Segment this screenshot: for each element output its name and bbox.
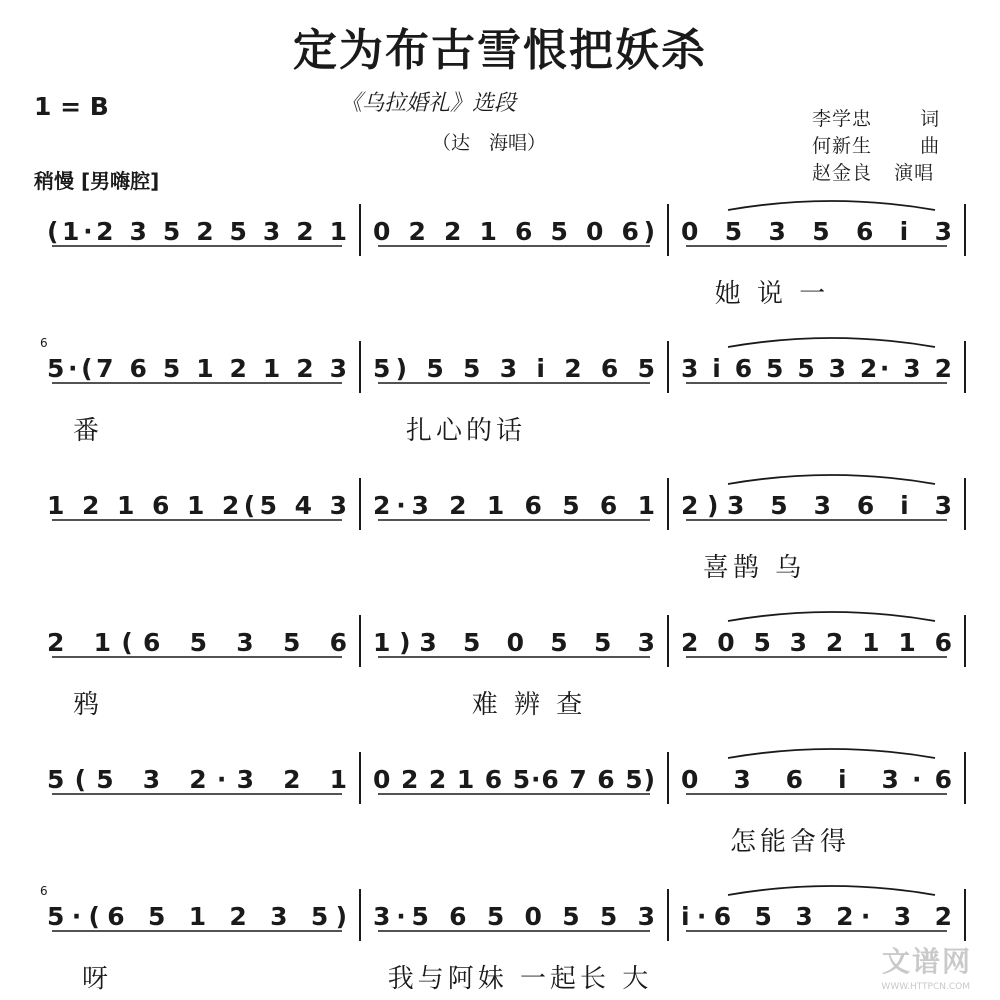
slur-arc bbox=[728, 749, 935, 758]
lyric-text: 她 说 一 bbox=[714, 279, 830, 309]
lyric-text: 呀 bbox=[81, 964, 113, 994]
watermark: 文谱网 bbox=[881, 945, 972, 978]
measure-notes: 0 3 6 i 3·6 bbox=[681, 765, 952, 794]
measure-notes: 1)3 5 0 5 5 3 bbox=[373, 628, 655, 657]
measure-notes: 3·5 6 5 0 5 5 3 bbox=[373, 902, 655, 931]
measure-notes: 5·(7 6 5 1 2 1 2 3 bbox=[47, 354, 347, 383]
lyric-text: 我与阿妹 一起长 大 bbox=[387, 964, 653, 994]
singer-note: （达 海唱） bbox=[432, 132, 547, 154]
slur-arc bbox=[728, 886, 935, 895]
credit-name: 赵金良 bbox=[812, 162, 873, 184]
measure-notes: 1 2 1 6 1 2(5 4 3 bbox=[47, 491, 347, 520]
measure-notes: 2)3 5 3 6 i 3 bbox=[681, 491, 952, 520]
grace-note-mark: 6 bbox=[40, 884, 48, 898]
measure-notes: 2·3 2 1 6 5 6 1 bbox=[373, 491, 655, 520]
page-title: 定为布古雪恨把妖杀 bbox=[293, 25, 707, 76]
slur-arc bbox=[728, 338, 935, 347]
measure-notes: 0 2 2 1 6 5·6 7 6 5) bbox=[373, 765, 655, 794]
credit-role: 演唱 bbox=[894, 162, 935, 184]
lyric-text: 鸦 bbox=[72, 690, 104, 720]
lyric-text: 喜鹊 乌 bbox=[702, 553, 806, 583]
slur-arc bbox=[728, 475, 935, 484]
measure-notes: 3 i 6 5 5 3 2· 3 2 bbox=[681, 354, 952, 383]
measure-notes: 0 5 3 5 6 i 3 bbox=[681, 217, 952, 246]
credit-role: 词 bbox=[920, 108, 941, 130]
measure-notes: 5·(6 5 1 2 3 5) bbox=[47, 902, 347, 931]
grace-note-mark: 6 bbox=[40, 336, 48, 350]
watermark-url: WWW.HTTPCN.COM bbox=[881, 982, 970, 992]
measure-notes: (1·2 3 5 2 5 3 2 1 bbox=[47, 217, 347, 246]
slur-arc bbox=[728, 201, 935, 210]
credit-name: 何新生 bbox=[812, 135, 873, 157]
measure-notes: i·6 5 3 2· 3 2 bbox=[681, 902, 952, 931]
measure-notes: 0 2 2 1 6 5 0 6) bbox=[373, 217, 655, 246]
lyric-text: 扎心的话 bbox=[405, 416, 527, 446]
credit-role: 曲 bbox=[920, 135, 941, 157]
lyric-text: 难 辨 查 bbox=[471, 690, 587, 720]
lyric-text: 番 bbox=[72, 416, 104, 446]
measure-notes: 2 1(6 5 3 5 6 bbox=[47, 628, 347, 657]
measure-notes: 2 0 5 3 2 1 1 6 bbox=[681, 628, 952, 657]
slur-arc bbox=[728, 612, 935, 621]
key-signature: 1 = B bbox=[34, 92, 109, 121]
measure-notes: 5) 5 5 3 i 2 6 5 bbox=[373, 354, 655, 383]
credit-name: 李学忠 bbox=[812, 108, 873, 130]
tempo-marking: 稍慢 [男嗨腔] bbox=[34, 169, 160, 193]
subtitle: 《乌拉婚礼》选段 bbox=[340, 91, 517, 116]
lyric-text: 怎能舍得 bbox=[729, 827, 851, 857]
measure-notes: 5(5 3 2·3 2 1 bbox=[47, 765, 347, 794]
